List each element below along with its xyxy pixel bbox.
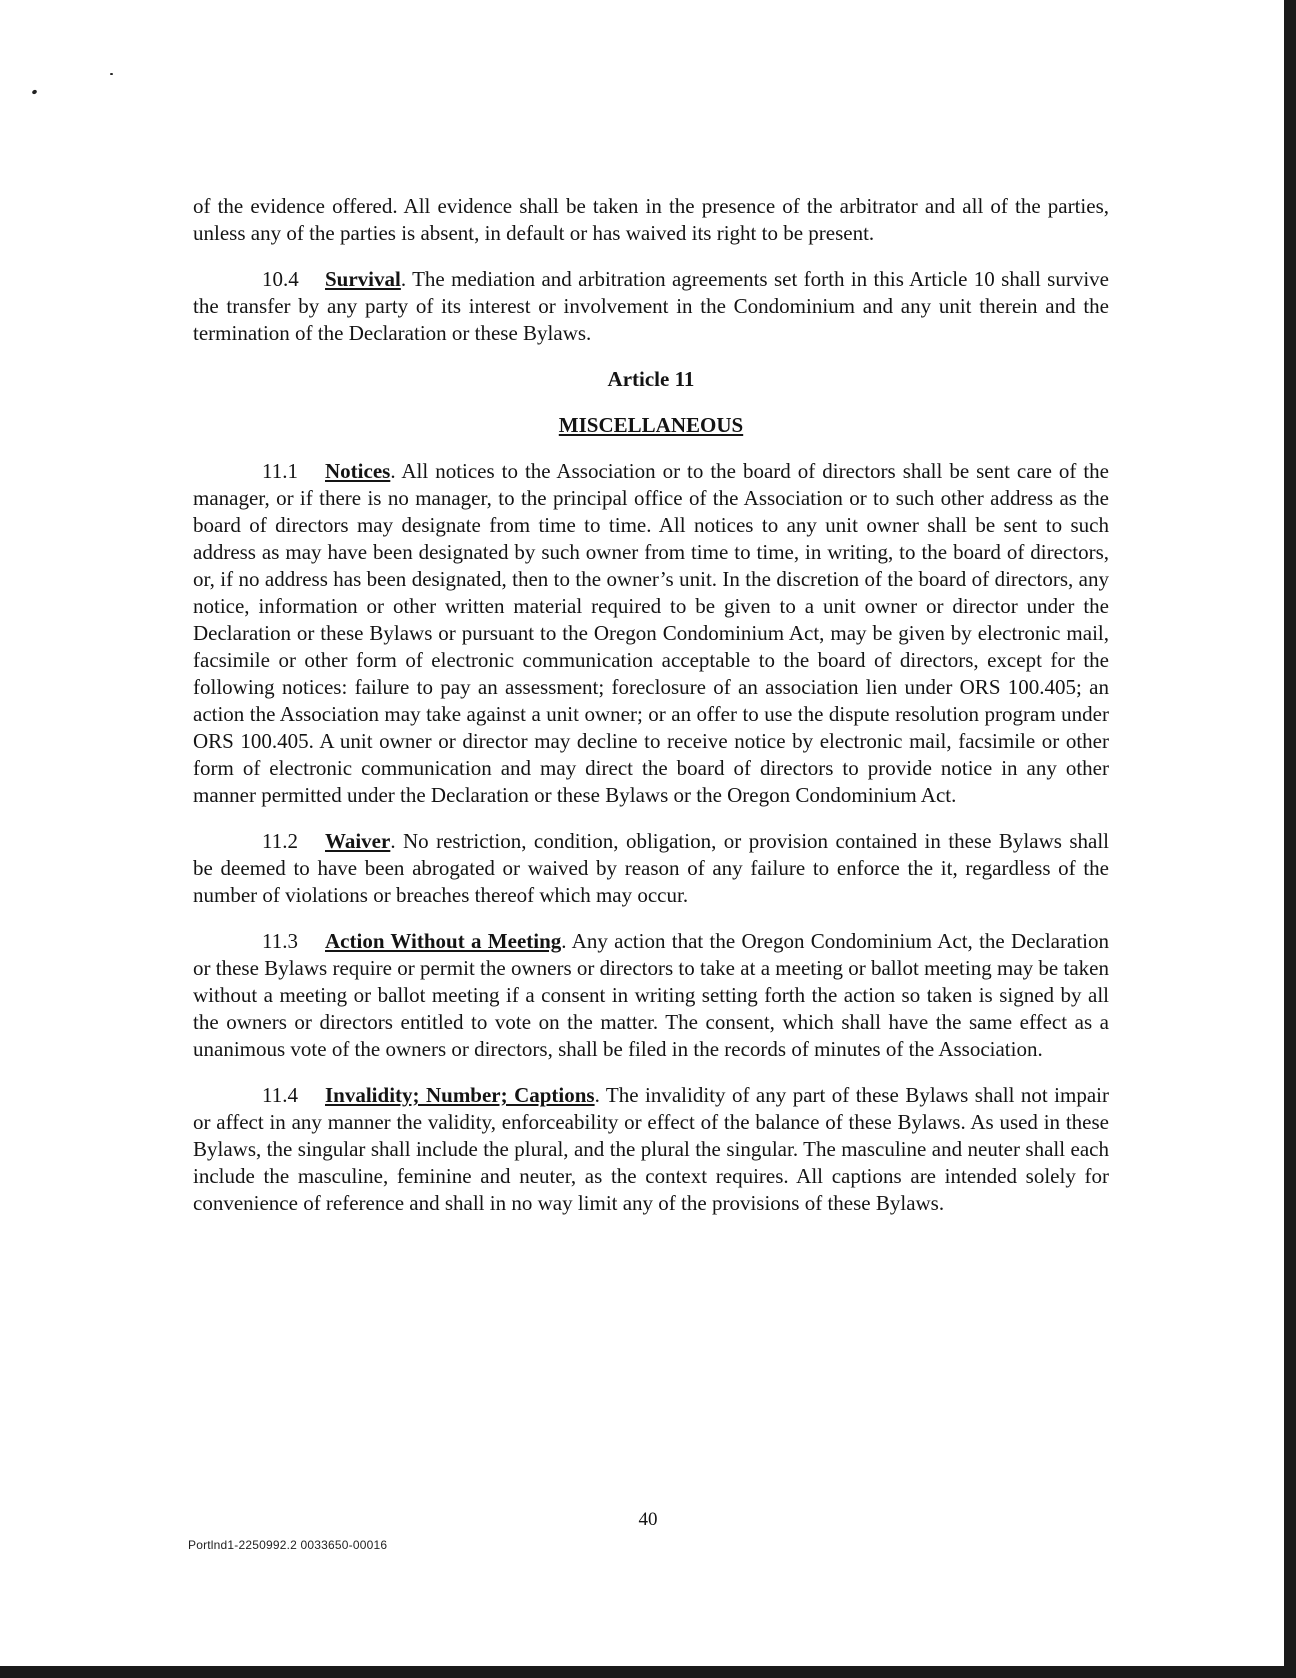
section-heading: Notices — [325, 459, 391, 483]
section-body: . Any action that the Oregon Condominium Act, the Declaration or these Bylaws require or permit the owners or directors to take at a meeting or ballot meeting may be taken without a meeting or ballot meeting if a consent in writing setting forth the action so taken is signed by all the owners or directors entitled to vote on the matter. The consent, which shall have the same effect as a unanimous vote of the owners or directors, shall be filed in the records of minutes of the Association. — [193, 929, 1109, 1061]
section-body: . All notices to the Association or to the board of directors shall be sent care of the manager, or if there is no manager, to the principal office of the Association or to such other address as the board of directors may designate from time to time. All notices to any unit owner shall be sent to such address as may have been designated by such owner from time to time, in writing, to the board of directors, or, if no address has been designated, then to the owner’s unit. In the discretion of the board of directors, any notice, information or other written material required to be given to a unit owner or director under the Declaration or these Bylaws or pursuant to the Oregon Condominium Act, may be given by electronic mail, facsimile or other form of electronic communication acceptable to the board of directors, except for the following notices: failure to pay an assessment; foreclosure of an association lien under ORS 100.405; an action the Association may take against a unit owner; or an offer to use the dispute resolution program under ORS 100.405. A unit owner or director may decline to receive notice by electronic mail, facsimile or other form of electronic communication and may direct the board of directors to provide notice in any other manner permitted under the Declaration or these Bylaws or the Oregon Condominium Act. — [193, 459, 1109, 807]
document-footer-id: Portlnd1-2250992.2 0033650-00016 — [188, 1538, 388, 1552]
section-heading: Action Without a Meeting — [325, 929, 562, 953]
page-content — [193, 193, 1109, 1217]
continuation-paragraph: of the evidence offered. All evidence shall be taken in the presence of the arbitrator and all of the parties, unless any of the parties is absent, in default or has waived its right to be present. — [193, 194, 1109, 245]
section-heading: Waiver — [325, 829, 391, 853]
section-number: 11.3 — [262, 929, 298, 953]
section-11-1 — [193, 458, 1109, 809]
section-number: 11.2 — [262, 829, 298, 853]
page-number: 40 — [638, 1509, 658, 1530]
section-11-4 — [193, 1082, 1109, 1217]
article-title: Article 11 — [607, 367, 695, 391]
section-body: . No restriction, condition, obligation, or provision contained in these Bylaws shall be deemed to have been abrogated or waived by reason of any failure to enforce the it, regardless of the number of violations or breaches thereof which may occur. — [193, 829, 1109, 907]
article-name: MISCELLANEOUS — [558, 413, 744, 437]
section-11-3 — [193, 928, 1109, 1063]
section-number: 11.4 — [262, 1083, 298, 1107]
section-body: . The mediation and arbitration agreements set forth in this Article 10 shall survive the transfer by any party of its interest or involvement in the Condominium and any unit therein and the termination of the Declaration or these Bylaws. — [193, 267, 1109, 345]
scan-speck — [110, 73, 113, 75]
section-heading: Invalidity; Number; Captions — [325, 1083, 595, 1107]
section-11-2 — [193, 828, 1109, 909]
section-body: . The invalidity of any part of these Bylaws shall not impair or affect in any manner the validity, enforceability or effect of the balance of these Bylaws. As used in these Bylaws, the singular shall include the plural, and the plural the singular. The masculine and neuter shall each include the masculine, feminine and neuter, as the context requires. All captions are intended solely for convenience of reference and shall in no way limit any of the provisions of these Bylaws. — [193, 1083, 1109, 1215]
section-number: 11.1 — [262, 459, 298, 483]
section-10-4 — [193, 266, 1109, 347]
scan-speck — [31, 89, 37, 95]
section-number: 10.4 — [262, 267, 299, 291]
section-heading: Survival — [325, 267, 401, 291]
